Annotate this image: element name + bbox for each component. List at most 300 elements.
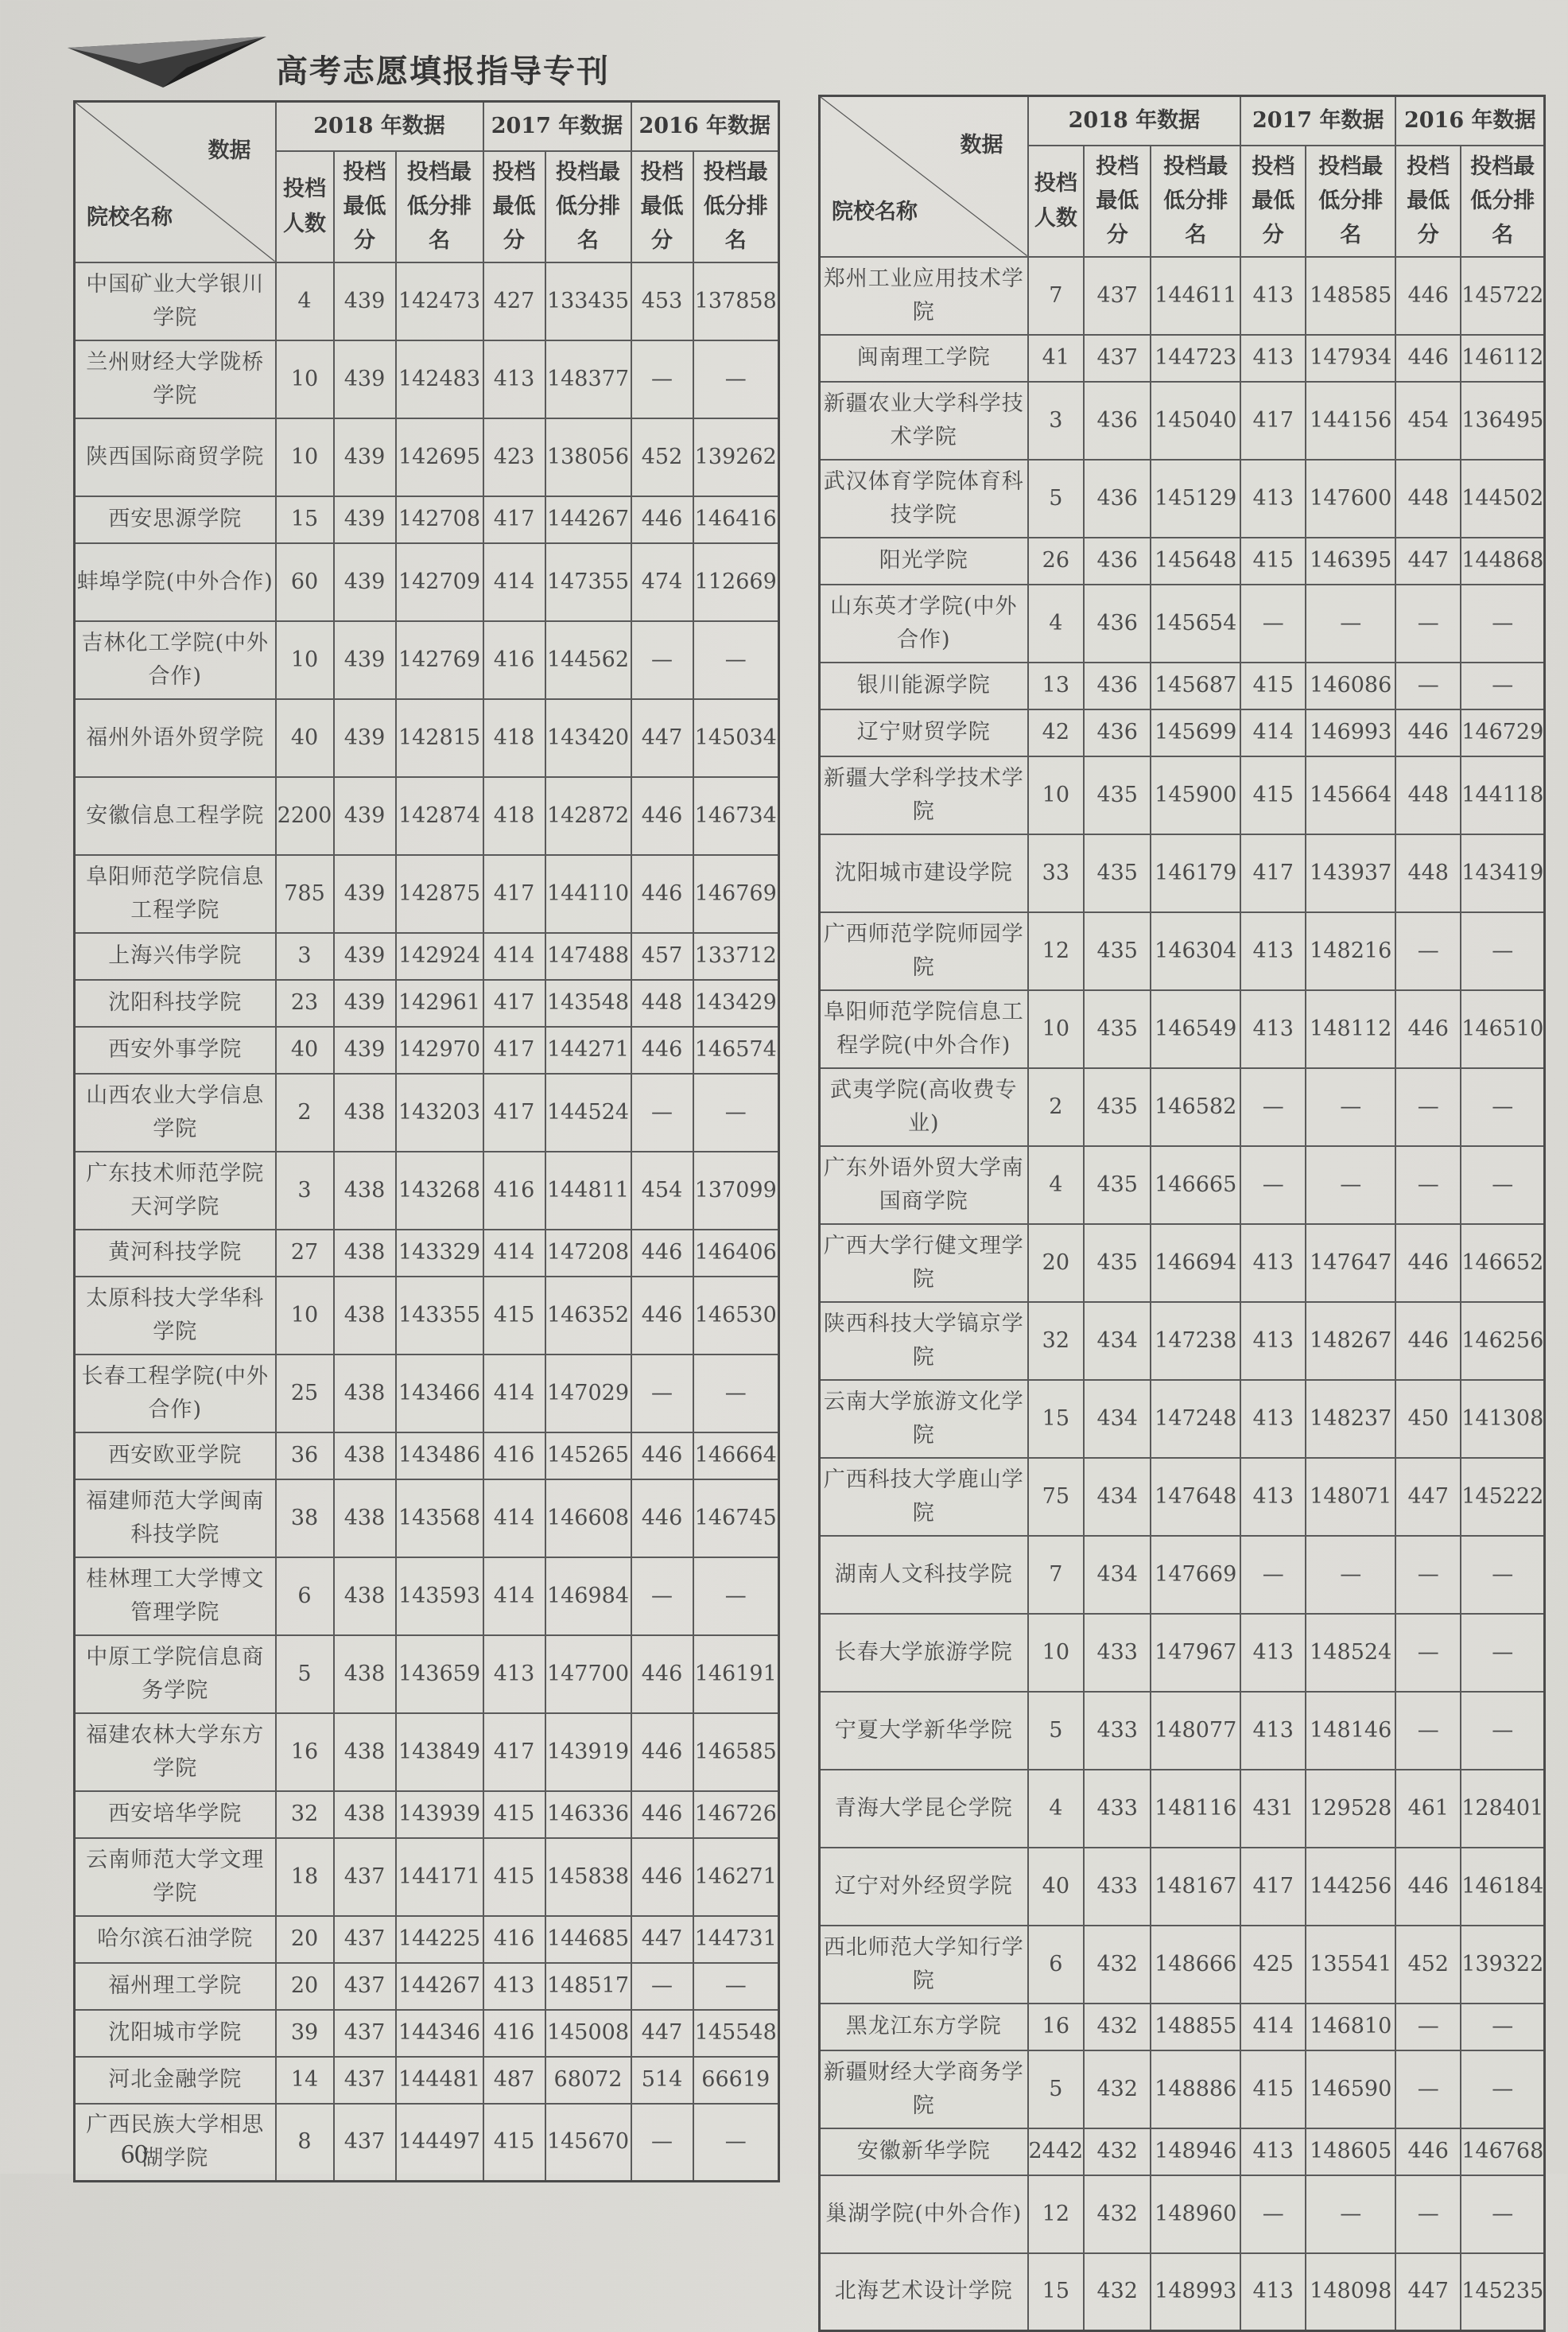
min-score-2017: 414	[483, 1230, 545, 1277]
school-name: 沈阳城市学院	[75, 2010, 276, 2057]
min-score-2017: 416	[483, 1432, 545, 1479]
min-score-2018: 432	[1084, 2253, 1151, 2331]
school-name: 广西科技大学鹿山学院	[820, 1458, 1028, 1536]
min-rank-2017: 143937	[1306, 834, 1395, 912]
min-rank-2018: 147248	[1151, 1380, 1240, 1458]
min-rank-2017: 146984	[545, 1557, 631, 1635]
school-name: 山西农业大学信息学院	[75, 1074, 276, 1152]
min-score-2017: 413	[1240, 257, 1306, 335]
min-score-2018: 439	[334, 543, 396, 621]
enrolled-count-2018: 7	[1028, 1536, 1085, 1614]
min-rank-2016: 146416	[693, 496, 779, 543]
min-rank-2016: 146184	[1461, 1848, 1545, 1926]
enrolled-count-2018: 7	[1028, 257, 1085, 335]
min-rank-2017: 135541	[1306, 1926, 1395, 2004]
min-rank-2016: —	[693, 1355, 779, 1432]
min-rank-2018: 145648	[1151, 538, 1240, 585]
school-name: 广西民族大学相思湖学院	[75, 2104, 276, 2182]
min-score-2018: 439	[334, 855, 396, 933]
min-rank-2016: —	[693, 340, 779, 418]
min-score-2016: —	[1395, 663, 1461, 709]
min-score-2018: 432	[1084, 2175, 1151, 2253]
min-rank-2017: 147600	[1306, 460, 1395, 538]
min-rank-2018: 148960	[1151, 2175, 1240, 2253]
min-rank-2018: 145900	[1151, 756, 1240, 834]
min-score-2016: 446	[631, 1432, 693, 1479]
min-score-2016: 446	[631, 1635, 693, 1713]
min-score-2017: 417	[483, 1713, 545, 1791]
school-name: 上海兴伟学院	[75, 933, 276, 980]
min-rank-2016: 146768	[1461, 2128, 1545, 2175]
min-rank-2018: 148946	[1151, 2128, 1240, 2175]
min-rank-2016: 128401	[1461, 1770, 1545, 1848]
min-rank-2016: —	[1461, 585, 1545, 663]
min-rank-2016: 146112	[1461, 335, 1545, 382]
min-rank-2018: 146549	[1151, 990, 1240, 1068]
table-row	[820, 663, 1545, 709]
min-rank-2016: 146585	[693, 1713, 779, 1791]
table-row	[75, 855, 779, 933]
min-rank-2016: —	[693, 1963, 779, 2010]
school-name: 桂林理工大学博文管理学院	[75, 1557, 276, 1635]
school-name: 沈阳城市建设学院	[820, 834, 1028, 912]
min-score-2017: 415	[1240, 538, 1306, 585]
enrolled-count-2018: 27	[276, 1230, 334, 1277]
min-rank-2016: —	[693, 621, 779, 699]
table-row	[820, 2175, 1545, 2253]
min-score-2017: 416	[483, 1152, 545, 1230]
min-score-2018: 439	[334, 1027, 396, 1074]
subheader-cell: 投档最低分排名	[693, 151, 779, 262]
min-score-2016: 447	[1395, 538, 1461, 585]
min-score-2017: —	[1240, 1536, 1306, 1614]
school-name: 闽南理工学院	[820, 335, 1028, 382]
min-rank-2017: 148098	[1306, 2253, 1395, 2331]
enrolled-count-2018: 12	[1028, 912, 1085, 990]
enrolled-count-2018: 75	[1028, 1458, 1085, 1536]
table-row	[820, 2004, 1545, 2050]
table-row	[820, 1536, 1545, 1614]
min-rank-2016: 143429	[693, 980, 779, 1027]
min-score-2017: 418	[483, 777, 545, 855]
subheader-cell: 投档最低分排名	[1306, 146, 1395, 257]
min-rank-2018: 145040	[1151, 382, 1240, 460]
min-rank-2018: 144481	[396, 2057, 483, 2104]
min-score-2016: —	[631, 621, 693, 699]
min-rank-2016: 146191	[693, 1635, 779, 1713]
subheader-cell: 投档最低分	[1395, 146, 1461, 257]
min-rank-2016: —	[1461, 1068, 1545, 1146]
min-rank-2018: 145687	[1151, 663, 1240, 709]
min-score-2018: 437	[334, 1916, 396, 1963]
min-score-2017: 417	[483, 980, 545, 1027]
table-row	[820, 382, 1545, 460]
corner-label-data: 数据	[960, 133, 1003, 157]
school-name: 西安欧亚学院	[75, 1432, 276, 1479]
min-rank-2017: 144267	[545, 496, 631, 543]
table-row	[820, 834, 1545, 912]
enrolled-count-2018: 38	[276, 1479, 334, 1557]
school-name: 银川能源学院	[820, 663, 1028, 709]
school-name: 宁夏大学新华学院	[820, 1692, 1028, 1770]
table-row	[820, 1302, 1545, 1380]
table-row	[820, 1692, 1545, 1770]
table-row	[75, 980, 779, 1027]
subheader-cell: 投档最低分排名	[1461, 146, 1545, 257]
min-score-2018: 438	[334, 1074, 396, 1152]
min-score-2018: 432	[1084, 2004, 1151, 2050]
enrolled-count-2018: 12	[1028, 2175, 1085, 2253]
min-rank-2017: 143919	[545, 1713, 631, 1791]
min-rank-2018: 142875	[396, 855, 483, 933]
min-rank-2017: —	[1306, 2175, 1395, 2253]
min-rank-2016: 145235	[1461, 2253, 1545, 2331]
group-header-2016: 2016 年数据	[631, 102, 779, 151]
table-row	[820, 1146, 1545, 1224]
table-row	[75, 777, 779, 855]
table-row	[75, 1277, 779, 1355]
min-score-2016: 514	[631, 2057, 693, 2104]
min-score-2016: —	[631, 1963, 693, 2010]
min-score-2018: 436	[1084, 538, 1151, 585]
min-score-2016: 446	[631, 1838, 693, 1916]
school-name: 福建农林大学东方学院	[75, 1713, 276, 1791]
min-rank-2017: 144685	[545, 1916, 631, 1963]
table-header	[75, 102, 779, 262]
min-score-2016: 446	[1395, 709, 1461, 756]
table-row	[75, 1791, 779, 1838]
table-header	[820, 96, 1545, 257]
min-score-2018: 436	[1084, 585, 1151, 663]
min-rank-2016: —	[1461, 1536, 1545, 1614]
school-name: 陕西科技大学镐京学院	[820, 1302, 1028, 1380]
min-score-2018: 437	[1084, 335, 1151, 382]
min-score-2018: 434	[1084, 1302, 1151, 1380]
table-row	[75, 2010, 779, 2057]
subheader-cell: 投档最低分排名	[545, 151, 631, 262]
min-score-2018: 432	[1084, 2128, 1151, 2175]
school-name: 黑龙江东方学院	[820, 2004, 1028, 2050]
enrolled-count-2018: 10	[276, 1277, 334, 1355]
table-row	[75, 543, 779, 621]
min-score-2016: —	[1395, 2050, 1461, 2128]
enrolled-count-2018: 33	[1028, 834, 1085, 912]
school-name: 蚌埠学院(中外合作)	[75, 543, 276, 621]
min-score-2018: 438	[334, 1479, 396, 1557]
enrolled-count-2018: 785	[276, 855, 334, 933]
school-name: 广东技术师范学院天河学院	[75, 1152, 276, 1230]
diagonal-divider	[821, 97, 1027, 256]
min-score-2017: 414	[483, 1479, 545, 1557]
school-name: 西安培华学院	[75, 1791, 276, 1838]
table-row	[75, 1152, 779, 1230]
enrolled-count-2018: 10	[1028, 1614, 1085, 1692]
table-row	[75, 1713, 779, 1791]
min-rank-2017: 147647	[1306, 1224, 1395, 1302]
table-row	[820, 756, 1545, 834]
table-row	[75, 1916, 779, 1963]
min-rank-2016: 144118	[1461, 756, 1545, 834]
min-rank-2016: 139322	[1461, 1926, 1545, 2004]
group-header-2018: 2018 年数据	[276, 102, 483, 151]
min-score-2017: 413	[1240, 1614, 1306, 1692]
min-score-2017: 417	[483, 1027, 545, 1074]
enrolled-count-2018: 10	[276, 621, 334, 699]
min-rank-2018: 145654	[1151, 585, 1240, 663]
min-rank-2018: 142961	[396, 980, 483, 1027]
min-rank-2017: 146608	[545, 1479, 631, 1557]
min-score-2017: 413	[1240, 1380, 1306, 1458]
min-score-2017: 414	[1240, 709, 1306, 756]
min-rank-2018: 146582	[1151, 1068, 1240, 1146]
min-score-2016: —	[1395, 1692, 1461, 1770]
enrolled-count-2018: 6	[276, 1557, 334, 1635]
enrolled-count-2018: 5	[276, 1635, 334, 1713]
min-rank-2017: 144271	[545, 1027, 631, 1074]
min-score-2017: 415	[1240, 663, 1306, 709]
school-name: 广东外语外贸大学南国商学院	[820, 1146, 1028, 1224]
enrolled-count-2018: 4	[1028, 1146, 1085, 1224]
min-score-2017: 431	[1240, 1770, 1306, 1848]
table-row	[75, 1432, 779, 1479]
min-rank-2018: 142708	[396, 496, 483, 543]
min-rank-2018: 145129	[1151, 460, 1240, 538]
table-row	[75, 1838, 779, 1916]
enrolled-count-2018: 36	[276, 1432, 334, 1479]
subheader-cell: 投档最低分排名	[1151, 146, 1240, 257]
table-row	[75, 2104, 779, 2182]
min-score-2017: 487	[483, 2057, 545, 2104]
school-name: 兰州财经大学陇桥学院	[75, 340, 276, 418]
min-score-2017: 413	[483, 1963, 545, 2010]
school-name: 新疆财经大学商务学院	[820, 2050, 1028, 2128]
min-score-2016: —	[1395, 2175, 1461, 2253]
min-score-2018: 437	[334, 1963, 396, 2010]
min-rank-2016: —	[1461, 2050, 1545, 2128]
min-score-2017: 414	[483, 1355, 545, 1432]
min-rank-2017: 147208	[545, 1230, 631, 1277]
enrolled-count-2018: 40	[1028, 1848, 1085, 1926]
min-score-2016: 446	[631, 1027, 693, 1074]
min-rank-2016: 145548	[693, 2010, 779, 2057]
enrolled-count-2018: 16	[276, 1713, 334, 1791]
min-rank-2018: 142815	[396, 699, 483, 777]
min-rank-2017: 148071	[1306, 1458, 1395, 1536]
min-rank-2016: —	[1461, 663, 1545, 709]
min-score-2018: 438	[334, 1713, 396, 1791]
table-body	[75, 262, 779, 2182]
enrolled-count-2018: 20	[276, 1916, 334, 1963]
min-score-2016: 446	[631, 1791, 693, 1838]
min-rank-2016: 66619	[693, 2057, 779, 2104]
min-rank-2017: —	[1306, 585, 1395, 663]
school-name: 西安外事学院	[75, 1027, 276, 1074]
min-score-2018: 434	[1084, 1458, 1151, 1536]
min-rank-2018: 143659	[396, 1635, 483, 1713]
min-score-2018: 439	[334, 621, 396, 699]
table-row	[820, 2050, 1545, 2128]
min-score-2018: 439	[334, 340, 396, 418]
min-score-2016: 446	[1395, 1848, 1461, 1926]
min-score-2017: —	[1240, 1068, 1306, 1146]
min-rank-2018: 143355	[396, 1277, 483, 1355]
min-score-2016: 446	[631, 1277, 693, 1355]
school-name: 青海大学昆仑学院	[820, 1770, 1028, 1848]
table-row	[820, 709, 1545, 756]
min-score-2017: 413	[1240, 335, 1306, 382]
min-rank-2018: 143568	[396, 1479, 483, 1557]
paper-plane-icon	[68, 32, 266, 95]
min-rank-2018: 148167	[1151, 1848, 1240, 1926]
table-row	[75, 699, 779, 777]
min-rank-2017: 148524	[1306, 1614, 1395, 1692]
enrolled-count-2018: 32	[1028, 1302, 1085, 1380]
table-row	[75, 262, 779, 340]
min-rank-2017: 148267	[1306, 1302, 1395, 1380]
school-name: 云南师范大学文理学院	[75, 1838, 276, 1916]
min-score-2017: 415	[1240, 756, 1306, 834]
min-rank-2016: 146652	[1461, 1224, 1545, 1302]
table-row	[820, 912, 1545, 990]
min-rank-2017: 147029	[545, 1355, 631, 1432]
enrolled-count-2018: 15	[1028, 2253, 1085, 2331]
table-row	[820, 1770, 1545, 1848]
school-name: 阳光学院	[820, 538, 1028, 585]
min-rank-2018: 147669	[1151, 1536, 1240, 1614]
min-rank-2016: 146406	[693, 1230, 779, 1277]
min-score-2018: 432	[1084, 1926, 1151, 2004]
group-header-2016: 2016 年数据	[1395, 96, 1545, 146]
enrolled-count-2018: 20	[276, 1963, 334, 2010]
min-score-2016: 453	[631, 262, 693, 340]
enrolled-count-2018: 3	[276, 1152, 334, 1230]
min-rank-2017: 146993	[1306, 709, 1395, 756]
min-score-2017: 417	[483, 855, 545, 933]
min-rank-2018: 144225	[396, 1916, 483, 1963]
min-rank-2016: 146664	[693, 1432, 779, 1479]
min-rank-2016: 137858	[693, 262, 779, 340]
school-name: 辽宁财贸学院	[820, 709, 1028, 756]
table-body	[820, 257, 1545, 2331]
min-score-2018: 434	[1084, 1536, 1151, 1614]
table-row	[820, 1224, 1545, 1302]
enrolled-count-2018: 20	[1028, 1224, 1085, 1302]
min-rank-2016: —	[693, 2104, 779, 2182]
min-rank-2017: 146395	[1306, 538, 1395, 585]
min-score-2017: 417	[1240, 1848, 1306, 1926]
enrolled-count-2018: 15	[276, 496, 334, 543]
min-rank-2016: 137099	[693, 1152, 779, 1230]
enrolled-count-2018: 26	[1028, 538, 1085, 585]
min-rank-2017: 144562	[545, 621, 631, 699]
school-name: 太原科技大学华科学院	[75, 1277, 276, 1355]
min-rank-2017: 68072	[545, 2057, 631, 2104]
min-score-2018: 439	[334, 496, 396, 543]
corner-label-school: 院校名称	[832, 199, 918, 224]
enrolled-count-2018: 4	[276, 262, 334, 340]
min-rank-2016: —	[693, 1557, 779, 1635]
min-rank-2016: 133712	[693, 933, 779, 980]
school-name: 长春大学旅游学院	[820, 1614, 1028, 1692]
enrolled-count-2018: 3	[276, 933, 334, 980]
min-rank-2016: —	[1461, 912, 1545, 990]
min-score-2018: 435	[1084, 756, 1151, 834]
min-score-2016: 446	[631, 1479, 693, 1557]
min-score-2018: 439	[334, 418, 396, 496]
school-name: 沈阳科技学院	[75, 980, 276, 1027]
min-rank-2016: 146729	[1461, 709, 1545, 756]
min-rank-2018: 142769	[396, 621, 483, 699]
min-rank-2016: 146745	[693, 1479, 779, 1557]
min-score-2016: 446	[631, 777, 693, 855]
min-score-2017: —	[1240, 1146, 1306, 1224]
corner-label-school: 院校名称	[87, 204, 173, 230]
school-name: 福州外语外贸学院	[75, 699, 276, 777]
min-rank-2017: 144811	[545, 1152, 631, 1230]
min-rank-2017: 146086	[1306, 663, 1395, 709]
enrolled-count-2018: 4	[1028, 585, 1085, 663]
min-rank-2017: —	[1306, 1068, 1395, 1146]
school-name: 长春工程学院(中外合作)	[75, 1355, 276, 1432]
enrolled-count-2018: 40	[276, 1027, 334, 1074]
table-row	[75, 340, 779, 418]
min-score-2017: 415	[483, 1838, 545, 1916]
min-score-2017: 418	[483, 699, 545, 777]
min-score-2016: 447	[631, 699, 693, 777]
school-name: 安徽新华学院	[820, 2128, 1028, 2175]
enrolled-count-2018: 5	[1028, 460, 1085, 538]
min-rank-2017: 144156	[1306, 382, 1395, 460]
min-rank-2017: 138056	[545, 418, 631, 496]
min-rank-2018: 142709	[396, 543, 483, 621]
subheader-cell: 投档最低分	[1240, 146, 1306, 257]
min-score-2016: —	[1395, 1614, 1461, 1692]
school-name: 中国矿业大学银川学院	[75, 262, 276, 340]
min-rank-2017: 146810	[1306, 2004, 1395, 2050]
min-rank-2017: 145670	[545, 2104, 631, 2182]
min-rank-2017: 145265	[545, 1432, 631, 1479]
min-rank-2018: 144171	[396, 1838, 483, 1916]
min-rank-2017: 144110	[545, 855, 631, 933]
min-rank-2016: 146256	[1461, 1302, 1545, 1380]
min-score-2016: 447	[631, 2010, 693, 2057]
min-score-2018: 439	[334, 933, 396, 980]
enrolled-count-2018: 39	[276, 2010, 334, 2057]
min-rank-2018: 146304	[1151, 912, 1240, 990]
min-score-2016: 446	[631, 1230, 693, 1277]
min-score-2018: 438	[334, 1355, 396, 1432]
min-rank-2018: 148666	[1151, 1926, 1240, 2004]
min-rank-2018: 143203	[396, 1074, 483, 1152]
subheader-cell: 投档人数	[276, 151, 334, 262]
table-row	[75, 496, 779, 543]
min-score-2017: 415	[483, 1791, 545, 1838]
min-rank-2017: 148237	[1306, 1380, 1395, 1458]
min-score-2017: 413	[1240, 1458, 1306, 1536]
enrolled-count-2018: 23	[276, 980, 334, 1027]
min-score-2017: 425	[1240, 1926, 1306, 2004]
min-score-2017: 416	[483, 621, 545, 699]
min-rank-2017: 145838	[545, 1838, 631, 1916]
min-score-2016: —	[631, 340, 693, 418]
min-score-2018: 436	[1084, 460, 1151, 538]
min-score-2016: 446	[1395, 990, 1461, 1068]
min-score-2018: 433	[1084, 1692, 1151, 1770]
school-name: 巢湖学院(中外合作)	[820, 2175, 1028, 2253]
school-name: 辽宁对外经贸学院	[820, 1848, 1028, 1926]
table-row	[75, 1963, 779, 2010]
min-score-2016: —	[1395, 912, 1461, 990]
